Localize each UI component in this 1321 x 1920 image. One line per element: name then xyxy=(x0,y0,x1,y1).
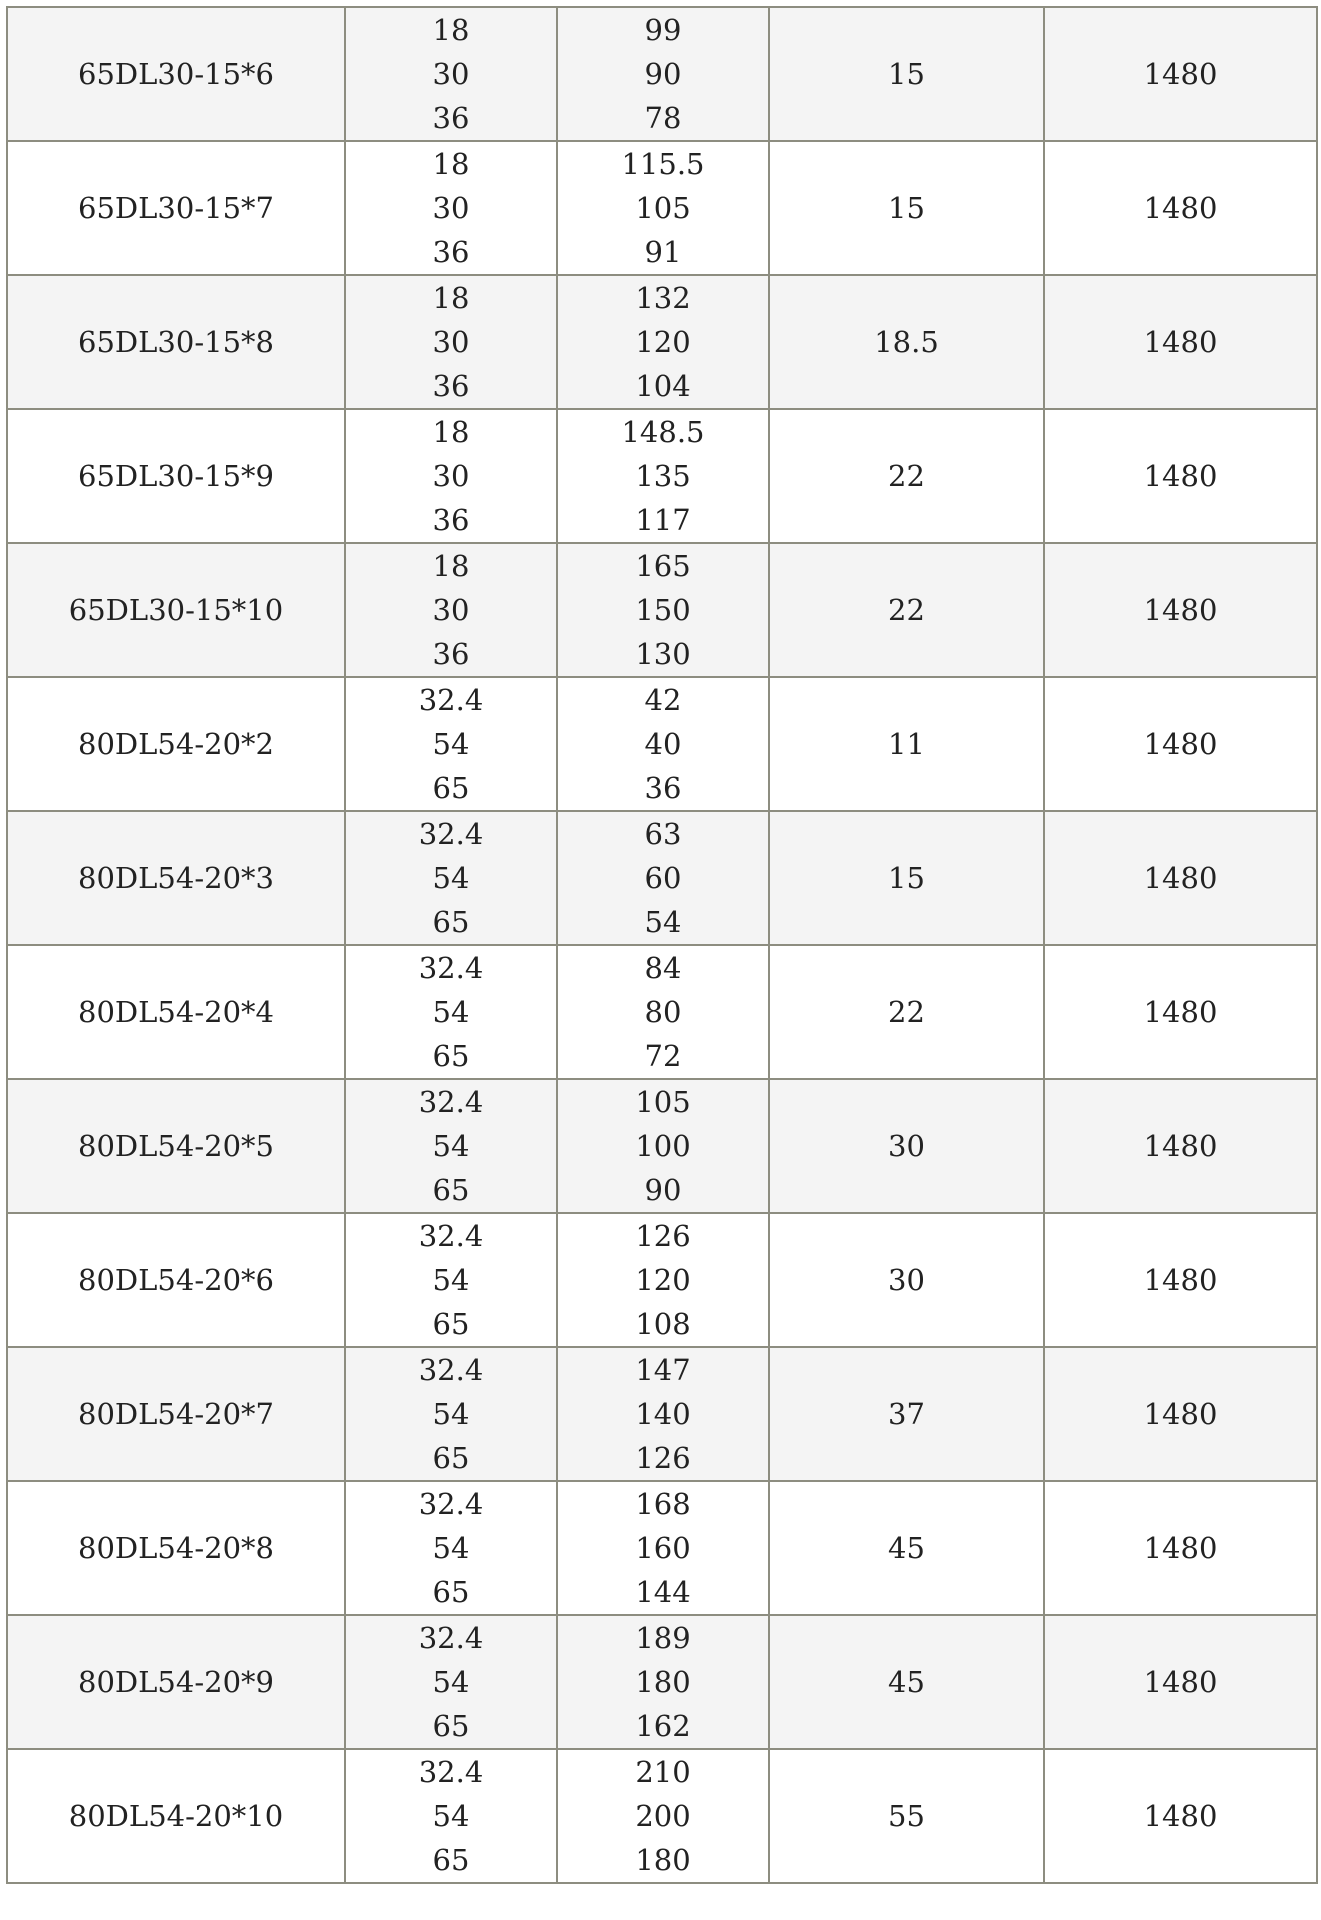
flow-cell-value: 32.4 xyxy=(418,1487,484,1521)
head-cell-value: 90 xyxy=(644,57,682,91)
speed-cell: 1480 xyxy=(1044,7,1317,141)
power-cell: 15 xyxy=(769,811,1044,945)
flow-cell xyxy=(345,409,557,543)
head-cell xyxy=(557,275,769,409)
flow-cell-value: 18 xyxy=(432,549,470,583)
model-cell: 80DL54-20*2 xyxy=(7,677,345,811)
head-cell-value: 105 xyxy=(635,1085,691,1119)
flow-cell-value: 54 xyxy=(432,1799,470,1833)
head-cell-value: 130 xyxy=(635,637,691,671)
flow-cell-value: 54 xyxy=(432,1129,470,1163)
head-cell-value: 60 xyxy=(644,861,682,895)
flow-cell-value: 54 xyxy=(432,995,470,1029)
table-row xyxy=(7,275,1317,409)
head-cell-value: 99 xyxy=(644,13,682,47)
flow-cell xyxy=(345,1079,557,1213)
model-cell: 80DL54-20*7 xyxy=(7,1347,345,1481)
head-cell-value: 180 xyxy=(635,1843,691,1877)
model-cell: 65DL30-15*6 xyxy=(7,7,345,141)
flow-cell-value: 54 xyxy=(432,1665,470,1699)
head-cell-value: 117 xyxy=(635,503,691,537)
head-cell-value: 210 xyxy=(635,1755,691,1789)
head-cell-value: 42 xyxy=(644,683,682,717)
head-cell xyxy=(557,1213,769,1347)
flow-cell-value: 32.4 xyxy=(418,683,484,717)
head-cell-value: 200 xyxy=(635,1799,691,1833)
head-cell-value: 105 xyxy=(635,191,691,225)
head-cell-value: 126 xyxy=(635,1441,691,1475)
head-cell xyxy=(557,1749,769,1883)
speed-cell: 1480 xyxy=(1044,1213,1317,1347)
flow-cell-value: 30 xyxy=(432,593,470,627)
model-cell: 65DL30-15*9 xyxy=(7,409,345,543)
table-row xyxy=(7,7,1317,141)
flow-cell-value: 65 xyxy=(432,1307,470,1341)
head-cell xyxy=(557,1079,769,1213)
flow-cell xyxy=(345,1749,557,1883)
power-cell: 15 xyxy=(769,141,1044,275)
head-cell xyxy=(557,543,769,677)
head-cell-value: 54 xyxy=(644,905,682,939)
flow-cell-value: 32.4 xyxy=(418,1621,484,1655)
flow-cell-value: 36 xyxy=(432,637,470,671)
head-cell-value: 168 xyxy=(635,1487,691,1521)
head-cell-value: 80 xyxy=(644,995,682,1029)
flow-cell-value: 36 xyxy=(432,503,470,537)
flow-cell-value: 32.4 xyxy=(418,1353,484,1387)
speed-cell: 1480 xyxy=(1044,141,1317,275)
head-cell-value: 189 xyxy=(635,1621,691,1655)
table-row xyxy=(7,1615,1317,1749)
head-cell-value: 180 xyxy=(635,1665,691,1699)
model-cell: 80DL54-20*5 xyxy=(7,1079,345,1213)
head-cell xyxy=(557,1347,769,1481)
head-cell-value: 144 xyxy=(635,1575,691,1609)
flow-cell-value: 18 xyxy=(432,13,470,47)
flow-cell xyxy=(345,1347,557,1481)
flow-cell xyxy=(345,275,557,409)
flow-cell-value: 65 xyxy=(432,1441,470,1475)
flow-cell-value: 36 xyxy=(432,369,470,403)
flow-cell xyxy=(345,1615,557,1749)
head-cell-value: 148.5 xyxy=(621,415,705,449)
table-row xyxy=(7,409,1317,543)
table-row xyxy=(7,141,1317,275)
flow-cell-value: 65 xyxy=(432,771,470,805)
flow-cell-value: 65 xyxy=(432,1039,470,1073)
power-cell: 30 xyxy=(769,1079,1044,1213)
flow-cell-value: 30 xyxy=(432,459,470,493)
flow-cell-value: 54 xyxy=(432,1397,470,1431)
power-cell: 18.5 xyxy=(769,275,1044,409)
flow-cell-value: 32.4 xyxy=(418,817,484,851)
flow-cell xyxy=(345,677,557,811)
head-cell-value: 72 xyxy=(644,1039,682,1073)
power-cell: 22 xyxy=(769,409,1044,543)
flow-cell-value: 32.4 xyxy=(418,1755,484,1789)
flow-cell-value: 32.4 xyxy=(418,1219,484,1253)
head-cell-value: 104 xyxy=(635,369,691,403)
flow-cell-value: 54 xyxy=(432,861,470,895)
table-row xyxy=(7,677,1317,811)
model-cell: 65DL30-15*8 xyxy=(7,275,345,409)
flow-cell-value: 30 xyxy=(432,57,470,91)
head-cell-value: 147 xyxy=(635,1353,691,1387)
flow-cell xyxy=(345,543,557,677)
power-cell: 22 xyxy=(769,945,1044,1079)
table-row xyxy=(7,543,1317,677)
flow-cell-value: 54 xyxy=(432,1531,470,1565)
flow-cell-value: 54 xyxy=(432,727,470,761)
pump-spec-table-body xyxy=(7,7,1317,1883)
speed-cell: 1480 xyxy=(1044,543,1317,677)
flow-cell-value: 36 xyxy=(432,101,470,135)
flow-cell xyxy=(345,1213,557,1347)
flow-cell xyxy=(345,141,557,275)
head-cell xyxy=(557,945,769,1079)
flow-cell xyxy=(345,7,557,141)
head-cell-value: 126 xyxy=(635,1219,691,1253)
model-cell: 80DL54-20*4 xyxy=(7,945,345,1079)
table-row xyxy=(7,1749,1317,1883)
model-cell: 80DL54-20*3 xyxy=(7,811,345,945)
power-cell: 22 xyxy=(769,543,1044,677)
flow-cell-value: 65 xyxy=(432,1709,470,1743)
model-cell: 80DL54-20*8 xyxy=(7,1481,345,1615)
speed-cell: 1480 xyxy=(1044,1079,1317,1213)
table-row xyxy=(7,1079,1317,1213)
head-cell-value: 120 xyxy=(635,1263,691,1297)
head-cell xyxy=(557,811,769,945)
power-cell: 45 xyxy=(769,1615,1044,1749)
speed-cell: 1480 xyxy=(1044,409,1317,543)
flow-cell-value: 65 xyxy=(432,1575,470,1609)
head-cell-value: 115.5 xyxy=(621,147,705,181)
head-cell-value: 63 xyxy=(644,817,682,851)
head-cell-value: 90 xyxy=(644,1173,682,1207)
head-cell xyxy=(557,141,769,275)
head-cell xyxy=(557,677,769,811)
flow-cell-value: 32.4 xyxy=(418,1085,484,1119)
head-cell-value: 160 xyxy=(635,1531,691,1565)
table-row xyxy=(7,811,1317,945)
flow-cell-value: 18 xyxy=(432,415,470,449)
flow-cell xyxy=(345,945,557,1079)
table-row xyxy=(7,1481,1317,1615)
flow-cell-value: 65 xyxy=(432,1173,470,1207)
speed-cell: 1480 xyxy=(1044,1615,1317,1749)
flow-cell-value: 65 xyxy=(432,905,470,939)
table-row xyxy=(7,945,1317,1079)
flow-cell-value: 65 xyxy=(432,1843,470,1877)
flow-cell-value: 30 xyxy=(432,325,470,359)
head-cell-value: 165 xyxy=(635,549,691,583)
speed-cell: 1480 xyxy=(1044,1347,1317,1481)
power-cell: 15 xyxy=(769,7,1044,141)
flow-cell-value: 18 xyxy=(432,147,470,181)
head-cell-value: 78 xyxy=(644,101,682,135)
power-cell: 37 xyxy=(769,1347,1044,1481)
model-cell: 65DL30-15*10 xyxy=(7,543,345,677)
model-cell: 80DL54-20*6 xyxy=(7,1213,345,1347)
table-row xyxy=(7,1213,1317,1347)
head-cell xyxy=(557,1615,769,1749)
speed-cell: 1480 xyxy=(1044,677,1317,811)
flow-cell-value: 18 xyxy=(432,281,470,315)
head-cell-value: 84 xyxy=(644,951,682,985)
model-cell: 80DL54-20*9 xyxy=(7,1615,345,1749)
head-cell xyxy=(557,7,769,141)
head-cell xyxy=(557,409,769,543)
head-cell-value: 140 xyxy=(635,1397,691,1431)
flow-cell xyxy=(345,1481,557,1615)
table-row xyxy=(7,1347,1317,1481)
head-cell-value: 162 xyxy=(635,1709,691,1743)
flow-cell-value: 36 xyxy=(432,235,470,269)
power-cell: 45 xyxy=(769,1481,1044,1615)
model-cell: 80DL54-20*10 xyxy=(7,1749,345,1883)
head-cell-value: 132 xyxy=(635,281,691,315)
head-cell-value: 108 xyxy=(635,1307,691,1341)
head-cell-value: 91 xyxy=(644,235,682,269)
head-cell-value: 135 xyxy=(635,459,691,493)
speed-cell: 1480 xyxy=(1044,945,1317,1079)
speed-cell: 1480 xyxy=(1044,1481,1317,1615)
speed-cell: 1480 xyxy=(1044,811,1317,945)
power-cell: 11 xyxy=(769,677,1044,811)
speed-cell: 1480 xyxy=(1044,275,1317,409)
head-cell-value: 120 xyxy=(635,325,691,359)
pump-spec-table xyxy=(6,6,1318,1884)
speed-cell: 1480 xyxy=(1044,1749,1317,1883)
flow-cell-value: 30 xyxy=(432,191,470,225)
power-cell: 30 xyxy=(769,1213,1044,1347)
power-cell: 55 xyxy=(769,1749,1044,1883)
head-cell-value: 36 xyxy=(644,771,682,805)
head-cell-value: 150 xyxy=(635,593,691,627)
flow-cell xyxy=(345,811,557,945)
head-cell-value: 100 xyxy=(635,1129,691,1163)
model-cell: 65DL30-15*7 xyxy=(7,141,345,275)
head-cell-value: 40 xyxy=(644,727,682,761)
flow-cell-value: 32.4 xyxy=(418,951,484,985)
head-cell xyxy=(557,1481,769,1615)
flow-cell-value: 54 xyxy=(432,1263,470,1297)
